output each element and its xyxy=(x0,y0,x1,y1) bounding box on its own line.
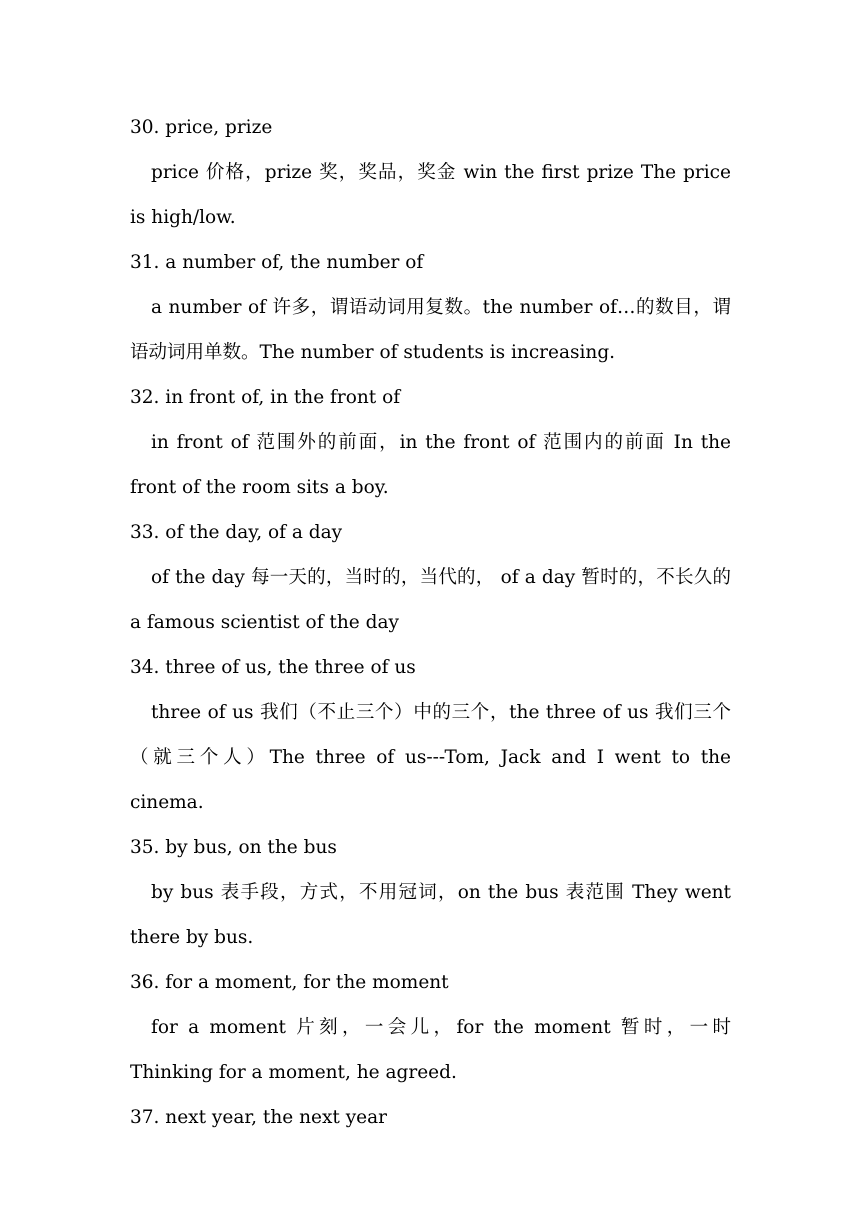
entry-heading: 30. price, prize xyxy=(130,117,273,138)
entry-heading: 36. for a moment, for the moment xyxy=(130,972,449,993)
document-content xyxy=(130,105,731,1140)
entry-heading: 33. of the day, of a day xyxy=(130,522,343,543)
entry-heading: 35. by bus, on the bus xyxy=(130,837,337,858)
entry-body: for a moment 片刻，一会儿，for the moment 暂时，一时 Thinking for a moment, he agreed. xyxy=(130,1017,731,1083)
entry-body: price 价格，prize 奖，奖品，奖金 win the first prize The price is high/low. xyxy=(130,162,731,228)
entry-body: three of us 我们（不止三个）中的三个，the three of us 我们三个（就三个人）The three of us---Tom, Jack and I went to the cinema. xyxy=(130,702,731,813)
entry-heading: 32. in front of, in the front of xyxy=(130,387,401,408)
entry-heading: 31. a number of, the number of xyxy=(130,252,424,273)
entry-body: in front of 范围外的前面，in the front of 范围内的前面 In the front of the room sits a boy. xyxy=(130,432,731,498)
entry-body: a number of 许多，谓语动词用复数。the number of…的数目，谓语动词用单数。The number of students is increasing. xyxy=(130,297,731,363)
entry-heading: 34. three of us, the three of us xyxy=(130,657,416,678)
entry-body: by bus 表手段，方式，不用冠词，on the bus 表范围 They went there by bus. xyxy=(130,882,731,948)
entry-heading: 37. next year, the next year xyxy=(130,1107,387,1128)
entry-body: of the day 每一天的，当时的，当代的， of a day 暂时的，不长久的 a famous scientist of the day xyxy=(130,567,731,633)
